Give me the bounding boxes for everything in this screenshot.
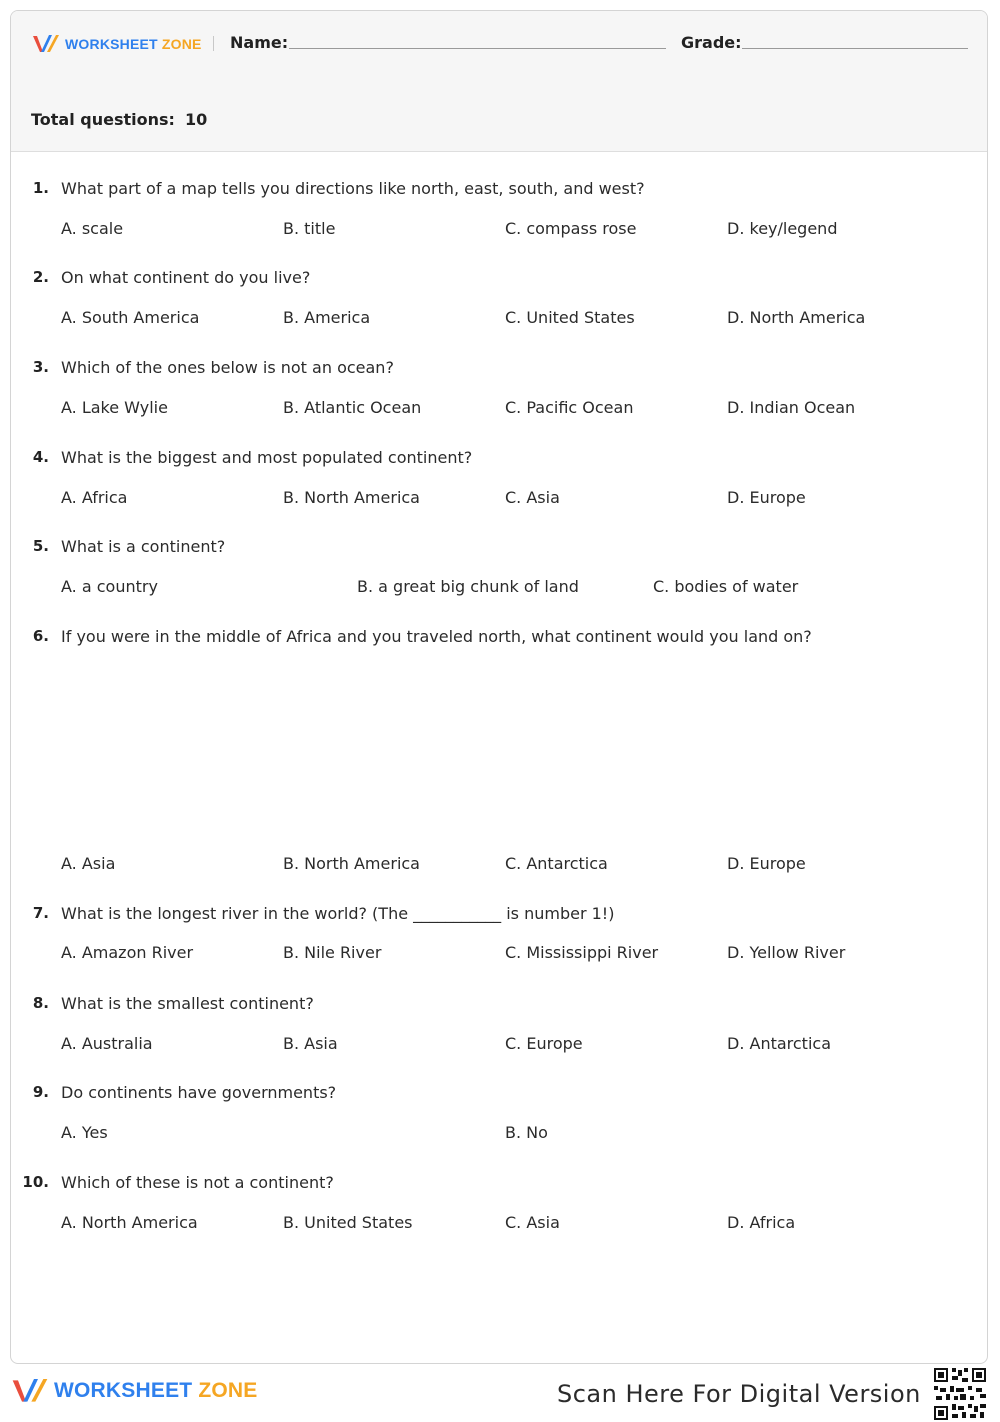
option-c[interactable]: C. bodies of water: [653, 577, 799, 596]
question-number: 9.: [32, 1083, 49, 1101]
option-d[interactable]: D. Antarctica: [727, 1034, 831, 1053]
option-a[interactable]: A. Yes: [61, 1123, 108, 1142]
option-c[interactable]: C. Pacific Ocean: [505, 398, 634, 417]
option-a[interactable]: A. a country: [61, 577, 158, 596]
option-b[interactable]: B. North America: [283, 854, 420, 873]
question-number: 10.: [22, 1173, 49, 1191]
question-number: 7.: [32, 904, 49, 922]
question-number: 2.: [32, 268, 49, 286]
question-text: What is a continent?: [61, 537, 226, 556]
question-text: If you were in the middle of Africa and you traveled north, what continent would you land on?: [61, 627, 812, 646]
option-d[interactable]: D. Yellow River: [727, 943, 846, 962]
name-label: Name:: [230, 33, 289, 52]
question-number: 5.: [32, 537, 49, 555]
option-c[interactable]: C. Asia: [505, 488, 560, 507]
option-c[interactable]: C. Europe: [505, 1034, 583, 1053]
option-c[interactable]: C. Antarctica: [505, 854, 608, 873]
footer-brand-name: [54, 1379, 258, 1403]
total-questions-value: 10: [184, 110, 208, 129]
worksheet-zone-logo-icon: [10, 1376, 50, 1406]
option-d[interactable]: D. Indian Ocean: [727, 398, 856, 417]
question-text: On what continent do you live?: [61, 268, 311, 287]
option-a[interactable]: A. scale: [61, 219, 124, 238]
question-text: Which of the ones below is not an ocean?: [61, 358, 394, 377]
page-footer: [0, 1364, 1000, 1414]
option-b[interactable]: B. United States: [283, 1213, 413, 1232]
option-b[interactable]: B. America: [283, 308, 371, 327]
question-number: 1.: [32, 179, 49, 197]
option-b[interactable]: B. title: [283, 219, 336, 238]
question-number: 6.: [32, 627, 49, 645]
option-b[interactable]: B. North America: [283, 488, 420, 507]
name-field-line[interactable]: [289, 48, 666, 49]
brand-name: [65, 36, 202, 52]
option-d[interactable]: D. key/legend: [727, 219, 838, 238]
brand-word-zone: ZONE: [161, 36, 202, 52]
question-text: Which of these is not a continent?: [61, 1173, 334, 1192]
grade-label: Grade:: [681, 33, 742, 52]
brand-word-worksheet: WORKSHEET: [54, 1379, 193, 1402]
scan-here-text: Scan Here For Digital Version: [557, 1380, 921, 1408]
question-text: Do continents have governments?: [61, 1083, 337, 1102]
question-text: What is the smallest continent?: [61, 994, 314, 1013]
question-text: What is the longest river in the world? (The ___________ is number 1!): [61, 904, 615, 923]
option-a[interactable]: A. Lake Wylie: [61, 398, 168, 417]
worksheet-header: [11, 11, 987, 152]
footer-brand-logo: [10, 1376, 258, 1406]
brand-word-worksheet: WORKSHEET: [65, 36, 158, 52]
worksheet-page: [10, 10, 988, 1364]
option-a[interactable]: A. Australia: [61, 1034, 153, 1053]
option-c[interactable]: C. Asia: [505, 1213, 560, 1232]
question-text: What part of a map tells you directions like north, east, south, and west?: [61, 179, 645, 198]
option-d[interactable]: D. North America: [727, 308, 866, 327]
option-b[interactable]: B. a great big chunk of land: [357, 577, 579, 596]
question-text: What is the biggest and most populated continent?: [61, 448, 473, 467]
option-c[interactable]: C. Mississippi River: [505, 943, 659, 962]
question-number: 4.: [32, 448, 49, 466]
option-d[interactable]: D. Europe: [727, 488, 806, 507]
option-d[interactable]: D. Africa: [727, 1213, 796, 1232]
option-a[interactable]: A. Africa: [61, 488, 128, 507]
divider: [213, 36, 214, 51]
total-questions: [31, 110, 207, 129]
option-b[interactable]: B. Nile River: [283, 943, 382, 962]
total-questions-label: Total questions:: [31, 110, 175, 129]
option-c[interactable]: C. United States: [505, 308, 635, 327]
option-a[interactable]: A. Amazon River: [61, 943, 194, 962]
brand-logo: [31, 33, 202, 55]
question-number: 8.: [32, 994, 49, 1012]
question-number: 3.: [32, 358, 49, 376]
brand-word-zone: ZONE: [198, 1379, 258, 1402]
option-b[interactable]: B. Atlantic Ocean: [283, 398, 422, 417]
option-a[interactable]: A. South America: [61, 308, 200, 327]
option-c[interactable]: C. compass rose: [505, 219, 637, 238]
option-d[interactable]: D. Europe: [727, 854, 806, 873]
option-a[interactable]: A. Asia: [61, 854, 116, 873]
worksheet-zone-logo-icon: [31, 33, 61, 55]
option-b[interactable]: B. Asia: [283, 1034, 338, 1053]
option-a[interactable]: A. North America: [61, 1213, 198, 1232]
grade-field-line[interactable]: [742, 48, 968, 49]
option-b[interactable]: B. No: [505, 1123, 548, 1142]
